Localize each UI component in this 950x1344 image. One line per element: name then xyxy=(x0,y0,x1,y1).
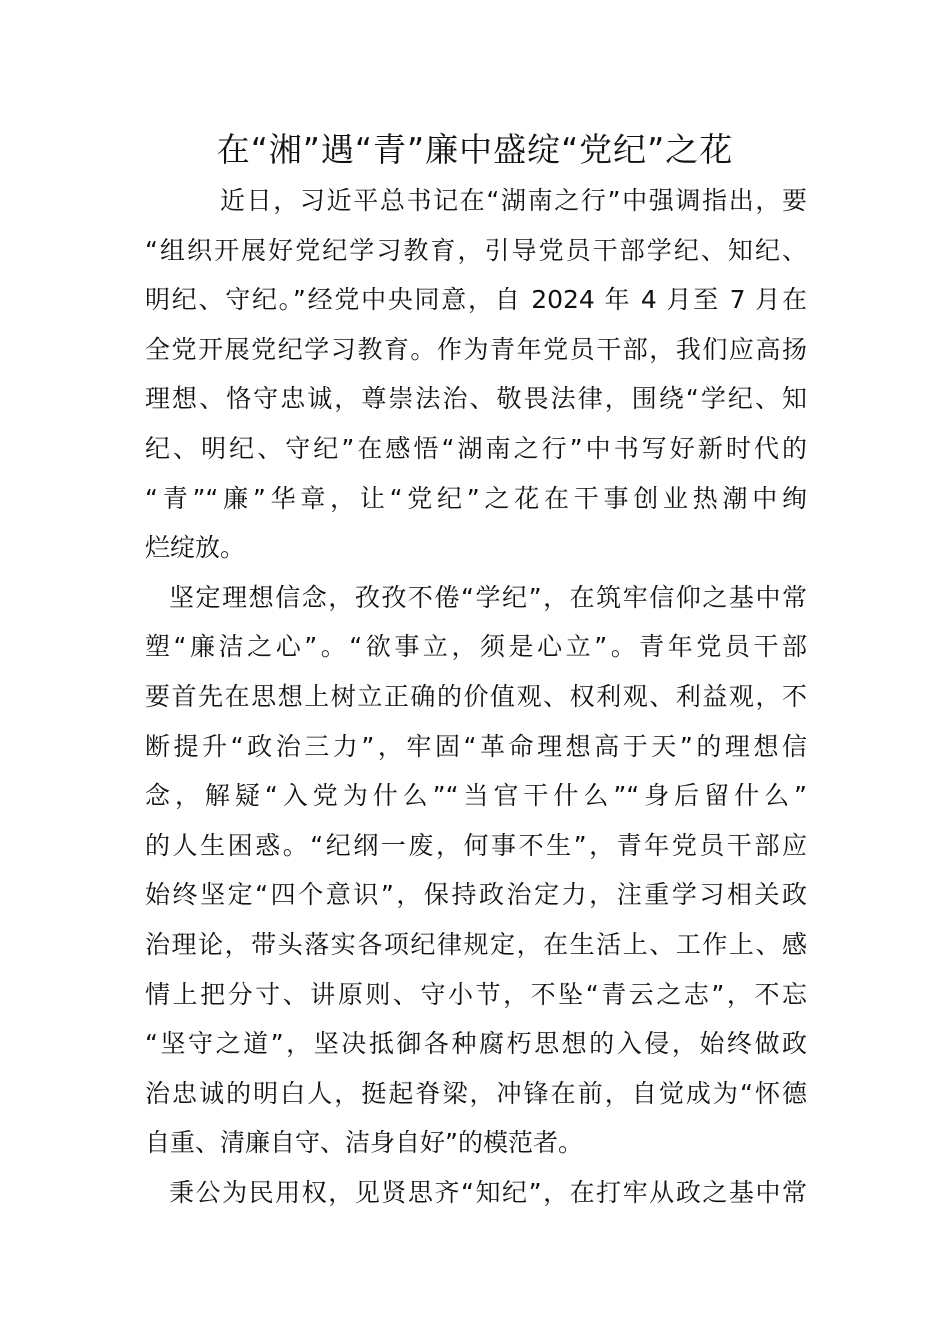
text-line: 秉公为民用权，见贤思齐“知纪”，在打牢从政之基中常 xyxy=(169,1177,807,1207)
text-line: 的人生困惑。“纪纲一废，何事不生”，青年党员干部应 xyxy=(145,830,807,860)
text-line: 自重、清廉自守、洁身自好”的模范者。 xyxy=(145,1128,583,1158)
text-line: 烂绽放。 xyxy=(145,533,246,563)
text-line: 塑“廉洁之心”。“欲事立，须是心立”。青年党员干部 xyxy=(145,632,807,662)
document-title: 在“湘”遇“青”廉中盛绽“党纪”之花 xyxy=(216,130,734,169)
text-line: 治理论，带头落实各项纪律规定，在生活上、工作上、感 xyxy=(145,929,807,959)
text-line: 理想、恪守忠诚，尊崇法治、敬畏法律，围绕“学纪、知 xyxy=(145,384,807,414)
text-line: 明纪、守纪。”经党中央同意，自 2024 年 4 月至 7 月在 xyxy=(145,285,807,315)
text-line: 治忠诚的明白人，挺起脊梁，冲锋在前，自觉成为“怀德 xyxy=(145,1078,807,1108)
text-line: 全党开展党纪学习教育。作为青年党员干部，我们应高扬 xyxy=(145,334,807,364)
text-line: 近日，习近平总书记在“湖南之行”中强调指出，要 xyxy=(220,186,807,215)
text-line: “坚守之道”，坚决抵御各种腐朽思想的入侵，始终做政 xyxy=(145,1029,807,1059)
text-line: “青”“廉”华章，让“党纪”之花在干事创业热潮中绚 xyxy=(145,483,807,513)
document-body xyxy=(145,176,807,1217)
text-line: 坚定理想信念，孜孜不倦“学纪”，在筑牢信仰之基中常 xyxy=(169,582,807,612)
text-line: 纪、明纪、守纪”在感悟“湖南之行”中书写好新时代的 xyxy=(145,433,807,463)
text-line: 念，解疑“入党为什么”“当官干什么”“身后留什么” xyxy=(145,781,807,811)
text-line: “组织开展好党纪学习教育，引导党员干部学纪、知纪、 xyxy=(145,235,807,265)
text-line: 情上把分寸、讲原则、守小节，不坠“青云之志”，不忘 xyxy=(145,979,807,1009)
text-line: 要首先在思想上树立正确的价值观、权利观、利益观，不 xyxy=(145,681,807,711)
text-line: 断提升“政治三力”，牢固“革命理想高于天”的理想信 xyxy=(145,731,807,761)
text-line: 始终坚定“四个意识”，保持政治定力，注重学习相关政 xyxy=(145,880,807,910)
